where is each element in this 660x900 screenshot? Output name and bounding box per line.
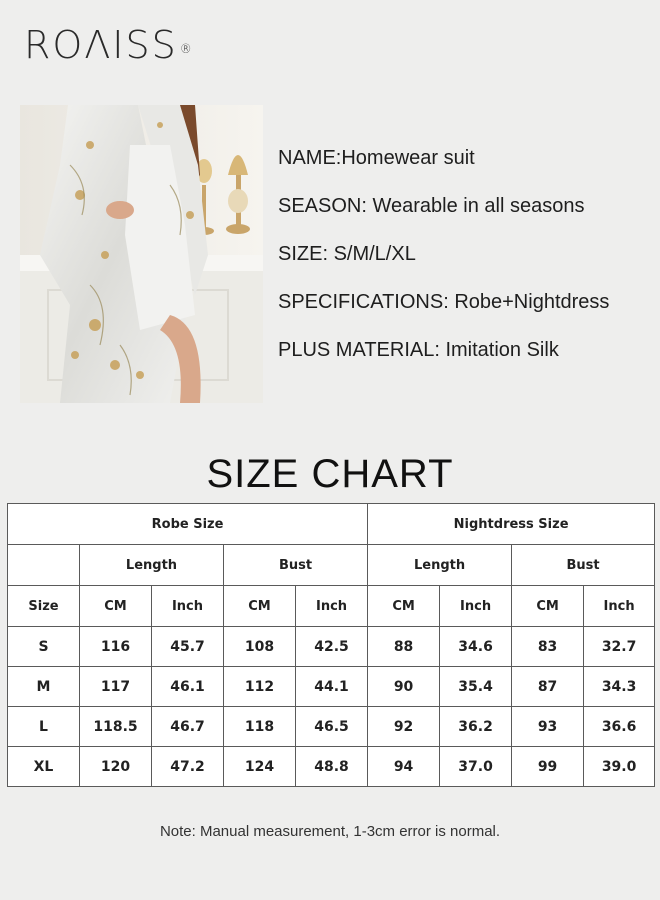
table-cell: 92	[368, 707, 440, 747]
column-header: Inch	[440, 586, 512, 627]
table-measure-header-row	[8, 545, 655, 586]
brand-logo	[24, 22, 194, 68]
table-cell: 46.7	[152, 707, 224, 747]
table-cell: M	[8, 667, 80, 707]
table-cell: 118	[224, 707, 296, 747]
column-header: Inch	[296, 586, 368, 627]
robe-length-header: Length	[80, 545, 224, 586]
size-chart-table	[7, 503, 655, 787]
table-cell: 39.0	[584, 747, 655, 787]
table-unit-header-row	[8, 586, 655, 627]
table-cell: 46.5	[296, 707, 368, 747]
spec-season: SEASON: Wearable in all seasons	[278, 195, 585, 217]
registered-mark: ®	[179, 42, 194, 56]
table-cell: 83	[512, 627, 584, 667]
nightdress-size-header: Nightdress Size	[368, 504, 655, 545]
table-cell: S	[8, 627, 80, 667]
table-cell: 124	[224, 747, 296, 787]
table-cell: 34.3	[584, 667, 655, 707]
table-cell: XL	[8, 747, 80, 787]
table-cell: 93	[512, 707, 584, 747]
size-chart-title: SIZE CHART	[206, 452, 454, 496]
table-cell: 108	[224, 627, 296, 667]
table-cell: 47.2	[152, 747, 224, 787]
spec-material: PLUS MATERIAL: Imitation Silk	[278, 339, 559, 361]
table-row	[8, 627, 655, 667]
table-cell: 112	[224, 667, 296, 707]
table-cell: L	[8, 707, 80, 747]
table-cell: 44.1	[296, 667, 368, 707]
product-photo	[20, 105, 263, 403]
table-cell: 32.7	[584, 627, 655, 667]
column-header: CM	[368, 586, 440, 627]
table-cell: 120	[80, 747, 152, 787]
product-specs	[278, 146, 609, 386]
table-cell: 48.8	[296, 747, 368, 787]
table-cell: 116	[80, 627, 152, 667]
blank-header-cell	[8, 545, 80, 586]
table-cell: 42.5	[296, 627, 368, 667]
table-row	[8, 667, 655, 707]
table-cell: 117	[80, 667, 152, 707]
spec-specifications: SPECIFICATIONS: Robe+Nightdress	[278, 291, 610, 313]
table-cell: 90	[368, 667, 440, 707]
column-header: Inch	[152, 586, 224, 627]
spec-size: SIZE: S/M/L/XL	[278, 243, 416, 265]
table-cell: 118.5	[80, 707, 152, 747]
table-row	[8, 707, 655, 747]
table-cell: 36.2	[440, 707, 512, 747]
nightdress-bust-header: Bust	[512, 545, 655, 586]
table-row	[8, 747, 655, 787]
column-header: Inch	[584, 586, 655, 627]
table-cell: 88	[368, 627, 440, 667]
spec-name: NAME:Homewear suit	[278, 147, 475, 169]
robe-bust-header: Bust	[224, 545, 368, 586]
column-header: Size	[8, 586, 80, 627]
product-photo-illustration	[20, 105, 263, 403]
table-cell: 36.6	[584, 707, 655, 747]
nightdress-length-header: Length	[368, 545, 512, 586]
table-cell: 45.7	[152, 627, 224, 667]
robe-size-header: Robe Size	[8, 504, 368, 545]
brand-name: ROΛISS	[24, 23, 178, 67]
table-cell: 37.0	[440, 747, 512, 787]
table-cell: 94	[368, 747, 440, 787]
measurement-note: Note: Manual measurement, 1-3cm error is normal.	[159, 823, 501, 840]
table-cell: 87	[512, 667, 584, 707]
column-header: CM	[224, 586, 296, 627]
table-cell: 99	[512, 747, 584, 787]
table-group-header-row	[8, 504, 655, 545]
table-cell: 34.6	[440, 627, 512, 667]
table-cell: 46.1	[152, 667, 224, 707]
table-cell: 35.4	[440, 667, 512, 707]
column-header: CM	[512, 586, 584, 627]
column-header: CM	[80, 586, 152, 627]
